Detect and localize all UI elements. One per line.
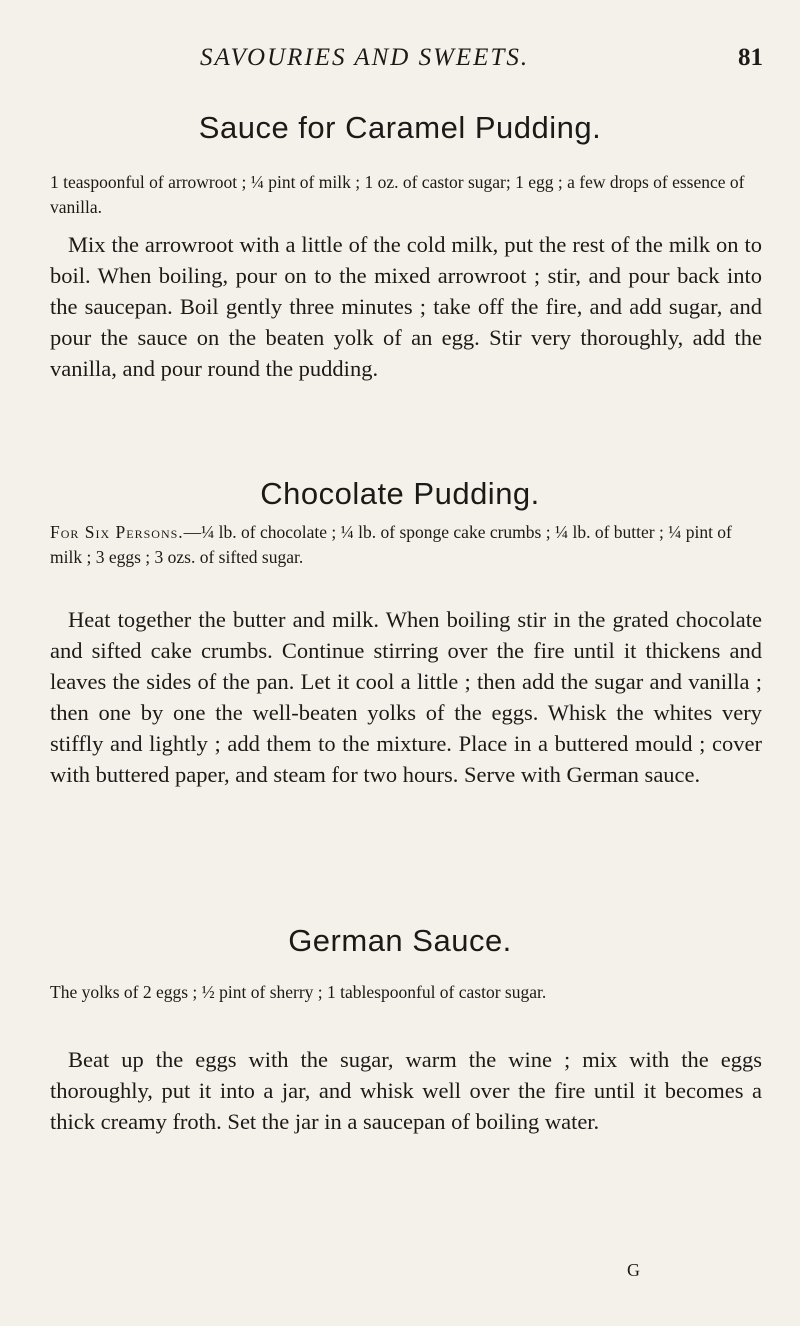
method-caramel-sauce: Mix the arrowroot with a little of the cold milk, put the rest of the milk on to boil. When boiling, pour on to the mixed arrowroot ; stir, and pour back into the saucepan. Boil gently three minutes ; take off the fire, and add sugar, and pour the sauce on the beaten yolk of an egg. Stir very thoroughly, add the vanilla, and pour round the pudding. — [50, 232, 762, 381]
ingredients-chocolate-pudding — [50, 520, 765, 570]
ingredients-german-sauce: The yolks of 2 eggs ; ½ pint of sherry ; 1 tablespoonful of castor sugar. — [50, 982, 547, 1002]
signature-mark: G — [627, 1260, 640, 1280]
running-title: SAVOURIES AND SWEETS. — [200, 44, 530, 71]
page-number: 81 — [738, 44, 763, 71]
method-chocolate-pudding: Heat together the butter and milk. When boiling stir in the grated chocolate and sifted cake crumbs. Continue stirring over the fire until it thickens and leaves the sides of the pan. Let it cool a little ; then add the sugar and vanilla ; then one by one the well-beaten yolks of the eggs. Whisk the whites very stiffly and lightly ; add them to the mixture. Place in a buttered mould ; cover with buttered paper, and steam for two hours. Serve with German sauce. — [50, 607, 762, 787]
method-german-sauce: Beat up the eggs with the sugar, warm the wine ; mix with the eggs thoroughly, put it into a jar, and whisk well over the fire until it becomes a thick creamy froth. Set the jar in a saucepan of boiling water. — [50, 1047, 762, 1134]
section-title-chocolate-pudding: Chocolate Pudding. — [260, 476, 540, 511]
section-title-caramel-sauce: Sauce for Caramel Pudding. — [198, 110, 602, 145]
section-title-german-sauce: German Sauce. — [288, 923, 512, 958]
running-head — [0, 44, 800, 80]
ingredients-list: —¼ lb. of chocolate ; ¼ lb. of sponge cake crumbs ; ¼ lb. of butter ; ¼ pint of milk ; 3 eggs ; 3 ozs. of sifted sugar. — [50, 522, 732, 567]
ingredients-caramel-sauce: 1 teaspoonful of arrowroot ; ¼ pint of milk ; 1 oz. of castor sugar; 1 egg ; a few drops of essence of vanilla. — [50, 172, 745, 217]
ingredients-lead: For Six Persons. — [50, 522, 184, 542]
